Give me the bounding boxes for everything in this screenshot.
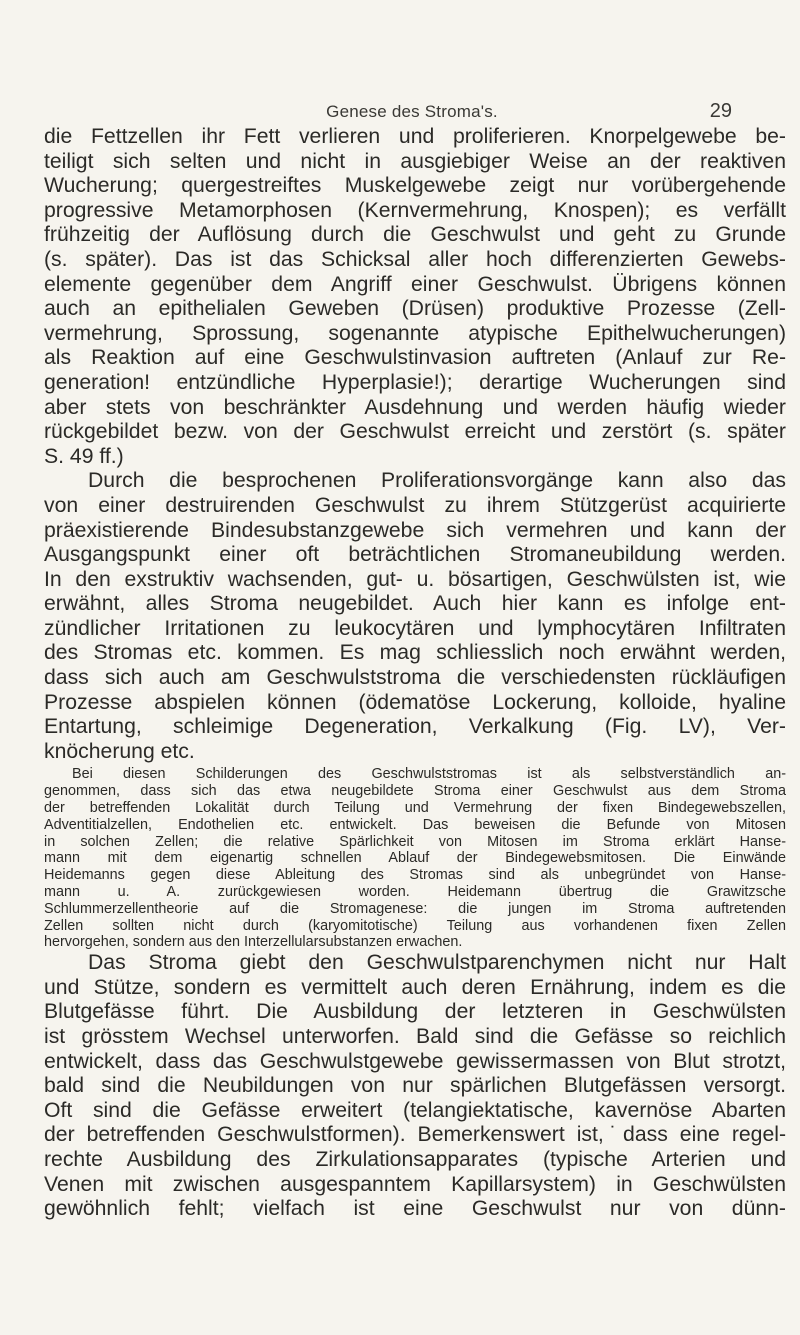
- text-line: erwähnt, alles Stroma neugebildet. Auch hier kann es infolge ent-: [44, 592, 786, 616]
- text-line: rückgebildet bezw. von der Geschwulst erreicht und zerstört (s. später: [44, 420, 786, 444]
- text-line: entwickelt, dass das Geschwulstgewebe gewissermassen von Blut strotzt,: [44, 1049, 786, 1073]
- paragraph-1: [44, 125, 786, 469]
- text-line: Schlummerzellentheorie auf die Stromagenese: die jungen im Stroma auftretenden: [44, 900, 786, 917]
- text-line: Venen mit zwischen ausgespanntem Kapillarsystem) in Geschwülsten: [44, 1172, 786, 1196]
- text-line: Das Stroma giebt den Geschwulstparenchymen nicht nur Halt: [88, 951, 786, 975]
- running-title: Genese des Stroma's.: [326, 102, 498, 121]
- text-line: ist grösstem Wechsel unterworfen. Bald sind die Gefässe so reichlich: [44, 1024, 786, 1048]
- text-line: der betreffenden Geschwulstformen). Bemerkenswert ist,˙dass eine regel-: [44, 1123, 786, 1147]
- text-line: der betreffenden Lokalität durch Teilung und Vermehrung der fixen Bindegewebszellen,: [44, 800, 786, 817]
- text-line: hervorgehen, sondern aus den Interzellularsubstanzen erwachen.: [44, 934, 463, 951]
- text-line: vermehrung, Sprossung, sogenannte atypische Epithelwucherungen): [44, 321, 786, 345]
- text-line: als Reaktion auf eine Geschwulstinvasion auftreten (Anlauf zur Re-: [44, 346, 786, 370]
- text-line: generation! entzündliche Hyperplasie!); derartige Wucherungen sind: [44, 370, 786, 394]
- text-line: Zellen sollten nicht durch (karyomitotische) Teilung aus vorhandenen fixen Zellen: [44, 917, 786, 934]
- text-line: in solchen Zellen; die relative Spärlichkeit von Mitosen im Stroma erklärt Hanse-: [44, 833, 786, 850]
- body-text: [44, 125, 786, 1222]
- text-line: aber stets von beschränkter Ausdehnung und werden häufig wieder: [44, 395, 786, 419]
- text-line: teiligt sich selten und nicht in ausgiebiger Weise an der reaktiven: [44, 149, 786, 173]
- text-line: In den exstruktiv wachsenden, gut- u. bösartigen, Geschwülsten ist, wie: [44, 567, 786, 591]
- text-line: knöcherung etc.: [44, 739, 195, 763]
- text-line: gewöhnlich fehlt; vielfach ist eine Geschwulst nur von dünn-: [44, 1197, 786, 1221]
- text-line: (s. später). Das ist das Schicksal aller hoch differenzierten Gewebs-: [44, 247, 786, 271]
- text-line: Heidemanns gegen diese Ableitung des Stromas sind als unbegründet von Hanse-: [44, 867, 786, 884]
- text-line: Prozesse abspielen können (ödematöse Lockerung, kolloide, hyaline: [44, 690, 786, 714]
- text-line: die Fettzellen ihr Fett verlieren und proliferieren. Knorpelgewebe be-: [44, 125, 786, 148]
- text-line: Entartung, schleimige Degeneration, Verkalkung (Fig. LV), Ver-: [44, 715, 786, 739]
- footnote-remark: [44, 766, 786, 951]
- text-line: frühzeitig der Auflösung durch die Geschwulst und geht zu Grunde: [44, 223, 786, 247]
- text-line: präexistierende Bindesubstanzgewebe sich vermehren und kann der: [44, 518, 786, 542]
- text-line: dass sich auch am Geschwulststroma die verschiedensten rückläufigen: [44, 666, 786, 690]
- text-line: Oft sind die Gefässe erweitert (telangiektatische, kavernöse Abarten: [44, 1098, 786, 1122]
- text-line: progressive Metamorphosen (Kernvermehrung, Knospen); es verfällt: [44, 198, 786, 222]
- page-number: 29: [709, 100, 732, 122]
- text-line: mann u. A. zurückgewiesen worden. Heidemann übertrug die Grawitzsche: [44, 884, 786, 901]
- text-line: rechte Ausbildung des Zirkulationsapparates (typische Arterien und: [44, 1147, 786, 1171]
- text-line: des Stromas etc. kommen. Es mag schliesslich noch erwähnt werden,: [44, 641, 786, 665]
- text-line: Adventitialzellen, Endothelien etc. entwickelt. Das beweisen die Befunde von Mitosen: [44, 816, 786, 833]
- text-line: bald sind die Neubildungen von nur spärlichen Blutgefässen versorgt.: [44, 1074, 786, 1098]
- text-line: mann mit dem eigenartig schnellen Ablauf der Bindegewebsmitosen. Die Einwände: [44, 850, 786, 867]
- paragraph-2: [44, 469, 786, 764]
- text-line: auch an epithelialen Geweben (Drüsen) produktive Prozesse (Zell-: [44, 297, 786, 321]
- text-line: Durch die besprochenen Proliferationsvorgänge kann also das: [88, 469, 786, 493]
- text-line: von einer destruirenden Geschwulst zu ihrem Stützgerüst acquirierte: [44, 493, 786, 517]
- text-line: und Stütze, sondern es vermittelt auch deren Ernährung, indem es die: [44, 975, 786, 999]
- text-line: Wucherung; quergestreiftes Muskelgewebe zeigt nur vorübergehende: [44, 174, 786, 198]
- text-line: Blutgefässe führt. Die Ausbildung der letzteren in Geschwülsten: [44, 1000, 786, 1024]
- text-line: S. 49 ff.): [44, 444, 124, 468]
- text-line: elemente gegenüber dem Angriff einer Geschwulst. Übrigens können: [44, 272, 786, 296]
- text-line: Ausgangspunkt einer oft beträchtlichen Stromaneubildung werden.: [44, 543, 786, 567]
- text-line: genommen, dass sich das etwa neugebildete Stroma einer Geschwulst aus dem Stroma: [44, 783, 786, 800]
- paragraph-3: [44, 951, 786, 1222]
- text-line: Bei diesen Schilderungen des Geschwulststromas ist als selbstverständlich an-: [72, 766, 786, 783]
- text-line: zündlicher Irritationen zu leukocytären und lymphocytären Infiltraten: [44, 616, 786, 640]
